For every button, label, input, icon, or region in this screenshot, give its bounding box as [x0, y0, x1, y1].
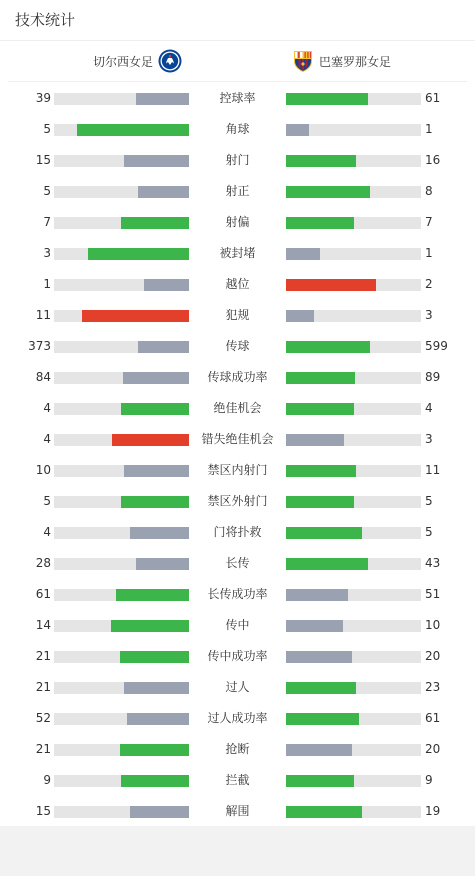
stat-row [0, 517, 475, 548]
away-team-name: 巴塞罗那女足 [319, 54, 392, 69]
away-stat-value: 89 [425, 370, 441, 384]
home-stat-value: 5 [43, 184, 51, 198]
stat-label: 犯规 [225, 308, 250, 322]
stat-label: 越位 [225, 277, 250, 291]
away-stat-value: 43 [425, 556, 441, 570]
away-stat-bar-track [286, 527, 421, 539]
away-stat-bar [286, 589, 348, 601]
away-stat-value: 23 [425, 680, 441, 694]
away-stat-value: 5 [425, 494, 433, 508]
home-stat-value: 39 [35, 91, 51, 105]
home-stat-bar [112, 434, 189, 446]
stat-row [0, 114, 475, 145]
away-stat-bar [286, 248, 320, 260]
away-stat-value: 61 [425, 91, 441, 105]
home-stat-value: 4 [43, 525, 51, 539]
home-stat-bar [123, 372, 189, 384]
home-stat-bar-track [54, 620, 189, 632]
home-stat-bar-track [54, 310, 189, 322]
home-stat-bar [138, 341, 189, 353]
away-stat-value: 7 [425, 215, 433, 229]
stat-label: 禁区外射门 [207, 494, 268, 508]
away-stat-value: 599 [425, 339, 448, 353]
home-stat-bar [116, 589, 189, 601]
home-stat-value: 28 [35, 556, 51, 570]
away-stat-value: 5 [425, 525, 433, 539]
home-stat-bar-track [54, 806, 189, 818]
home-stat-bar [120, 651, 189, 663]
page-title: 技术统计 [0, 0, 475, 41]
stat-row [0, 362, 475, 393]
home-stat-bar [144, 279, 189, 291]
stat-row [0, 548, 475, 579]
away-stat-value: 51 [425, 587, 441, 601]
home-stat-bar [136, 93, 189, 105]
stat-row [0, 703, 475, 734]
home-stat-bar-track [54, 403, 189, 415]
away-stat-value: 11 [425, 463, 441, 477]
away-stat-bar-track [286, 713, 421, 725]
away-stat-bar-track [286, 279, 421, 291]
away-stat-bar-track [286, 496, 421, 508]
home-stat-bar [136, 558, 189, 570]
away-stat-bar-track [286, 744, 421, 756]
stat-row [0, 672, 475, 703]
home-stat-bar [82, 310, 189, 322]
home-team [93, 41, 182, 81]
home-stat-value: 11 [35, 308, 51, 322]
away-stat-value: 4 [425, 401, 433, 415]
stat-row [0, 579, 475, 610]
stat-label: 过人 [225, 680, 250, 694]
home-stat-value: 373 [28, 339, 51, 353]
home-stat-bar-track [54, 744, 189, 756]
home-stat-bar [121, 496, 189, 508]
away-stat-value: 16 [425, 153, 441, 167]
home-stat-value: 4 [43, 401, 51, 415]
chelsea-crest-icon [158, 49, 182, 73]
home-stat-bar-track [54, 589, 189, 601]
home-stat-bar-track [54, 217, 189, 229]
home-stat-bar [88, 248, 189, 260]
stat-label: 禁区内射门 [207, 463, 268, 477]
away-stat-value: 1 [425, 246, 433, 260]
stat-row [0, 176, 475, 207]
home-stat-value: 61 [35, 587, 51, 601]
home-stat-bar-track [54, 527, 189, 539]
away-stat-bar [286, 124, 309, 136]
away-stat-bar [286, 403, 354, 415]
home-stat-bar-track [54, 155, 189, 167]
away-stat-bar [286, 155, 356, 167]
stat-row [0, 145, 475, 176]
home-stat-bar-track [54, 713, 189, 725]
away-stat-value: 20 [425, 649, 441, 663]
away-stat-bar-track [286, 248, 421, 260]
away-stat-bar-track [286, 775, 421, 787]
stat-row [0, 641, 475, 672]
home-stat-bar [120, 744, 189, 756]
away-stat-bar [286, 744, 352, 756]
away-stat-value: 9 [425, 773, 433, 787]
home-stat-value: 15 [35, 804, 51, 818]
stat-label: 抢断 [225, 742, 250, 756]
home-stat-value: 84 [35, 370, 51, 384]
stat-label: 射正 [225, 184, 250, 198]
home-stat-value: 21 [35, 649, 51, 663]
away-stat-bar-track [286, 403, 421, 415]
away-stat-bar [286, 558, 368, 570]
away-stat-value: 61 [425, 711, 441, 725]
home-stat-bar-track [54, 465, 189, 477]
away-stat-bar-track [286, 806, 421, 818]
barcelona-crest-icon [291, 49, 315, 73]
away-stat-value: 20 [425, 742, 441, 756]
away-stat-bar [286, 372, 355, 384]
away-team [291, 41, 391, 81]
home-stat-value: 1 [43, 277, 51, 291]
home-stat-bar [121, 403, 189, 415]
stat-row [0, 765, 475, 796]
home-stat-bar-track [54, 558, 189, 570]
stat-label: 射偏 [225, 215, 250, 229]
stat-label: 传中成功率 [207, 649, 268, 663]
home-stat-value: 5 [43, 494, 51, 508]
away-stat-value: 3 [425, 432, 433, 446]
away-stat-bar [286, 341, 370, 353]
away-stat-bar-track [286, 434, 421, 446]
away-stat-bar [286, 651, 352, 663]
stat-label: 长传成功率 [207, 587, 268, 601]
stat-row [0, 486, 475, 517]
stat-label: 传中 [225, 618, 250, 632]
stat-label: 角球 [225, 122, 250, 136]
stat-row [0, 207, 475, 238]
stat-row [0, 734, 475, 765]
stat-row [0, 455, 475, 486]
home-stat-value: 21 [35, 680, 51, 694]
away-stat-bar [286, 310, 314, 322]
stat-label: 传球成功率 [207, 370, 268, 384]
stat-row [0, 610, 475, 641]
away-stat-bar [286, 527, 362, 539]
away-stat-bar-track [286, 341, 421, 353]
stat-label: 控球率 [219, 91, 256, 105]
stat-label: 错失绝佳机会 [201, 432, 274, 446]
away-stat-bar-track [286, 124, 421, 136]
away-stat-bar-track [286, 682, 421, 694]
home-stat-bar [77, 124, 189, 136]
stat-row [0, 83, 475, 114]
home-stat-bar-track [54, 372, 189, 384]
home-stat-bar [111, 620, 189, 632]
stat-label: 解围 [225, 804, 250, 818]
home-stat-value: 21 [35, 742, 51, 756]
away-stat-bar-track [286, 310, 421, 322]
home-stat-bar-track [54, 341, 189, 353]
home-stat-bar [127, 713, 189, 725]
away-stat-value: 8 [425, 184, 433, 198]
home-stat-bar [124, 155, 189, 167]
away-stat-bar [286, 806, 362, 818]
away-stat-bar [286, 93, 368, 105]
teams-header [8, 41, 467, 82]
away-stat-bar [286, 496, 354, 508]
home-stat-value: 7 [43, 215, 51, 229]
home-stat-bar-track [54, 651, 189, 663]
home-stat-value: 52 [35, 711, 51, 725]
away-stat-bar-track [286, 465, 421, 477]
away-stat-bar [286, 682, 356, 694]
home-stat-bar [124, 465, 189, 477]
away-stat-bar-track [286, 93, 421, 105]
away-stat-value: 1 [425, 122, 433, 136]
home-stat-bar [138, 186, 189, 198]
stat-row [0, 796, 475, 827]
stat-label: 门将扑救 [213, 525, 262, 539]
away-stat-bar [286, 279, 376, 291]
away-stat-bar [286, 775, 354, 787]
home-stat-value: 15 [35, 153, 51, 167]
home-stat-bar [124, 682, 189, 694]
stat-row [0, 238, 475, 269]
stat-row [0, 300, 475, 331]
home-stat-bar [130, 806, 189, 818]
home-stat-bar-track [54, 434, 189, 446]
stat-row [0, 424, 475, 455]
home-stat-value: 9 [43, 773, 51, 787]
home-stat-bar-track [54, 93, 189, 105]
away-stat-bar [286, 713, 359, 725]
away-stat-bar-track [286, 186, 421, 198]
home-stat-bar-track [54, 186, 189, 198]
away-stat-value: 19 [425, 804, 441, 818]
away-stat-bar-track [286, 217, 421, 229]
home-stat-bar-track [54, 775, 189, 787]
home-stat-value: 4 [43, 432, 51, 446]
home-stat-bar [121, 775, 189, 787]
home-stat-value: 5 [43, 122, 51, 136]
stat-row [0, 331, 475, 362]
away-stat-bar [286, 434, 344, 446]
stats-list [0, 82, 475, 827]
away-stat-bar [286, 620, 343, 632]
home-stat-bar-track [54, 682, 189, 694]
stat-label: 过人成功率 [207, 711, 268, 725]
home-team-name: 切尔西女足 [92, 54, 153, 69]
home-stat-bar-track [54, 124, 189, 136]
away-stat-bar [286, 465, 356, 477]
away-stat-bar-track [286, 651, 421, 663]
away-stat-bar-track [286, 155, 421, 167]
home-stat-bar [130, 527, 189, 539]
away-stat-value: 3 [425, 308, 433, 322]
away-stat-bar-track [286, 558, 421, 570]
stat-label: 长传 [225, 556, 250, 570]
home-stat-value: 3 [43, 246, 51, 260]
stat-label: 传球 [225, 339, 250, 353]
away-stat-bar [286, 217, 354, 229]
home-stat-bar-track [54, 279, 189, 291]
stat-row [0, 393, 475, 424]
home-stat-bar-track [54, 248, 189, 260]
home-stat-value: 14 [35, 618, 51, 632]
away-stat-bar-track [286, 589, 421, 601]
stat-label: 拦截 [225, 773, 250, 787]
stat-label: 射门 [225, 153, 250, 167]
stat-label: 绝佳机会 [213, 401, 262, 415]
away-stat-value: 2 [425, 277, 433, 291]
away-stat-value: 10 [425, 618, 441, 632]
away-stat-bar-track [286, 620, 421, 632]
stat-label: 被封堵 [219, 246, 256, 260]
away-stat-bar-track [286, 372, 421, 384]
away-stat-bar [286, 186, 370, 198]
home-stat-bar-track [54, 496, 189, 508]
home-stat-value: 10 [35, 463, 51, 477]
home-stat-bar [121, 217, 189, 229]
stat-row [0, 269, 475, 300]
